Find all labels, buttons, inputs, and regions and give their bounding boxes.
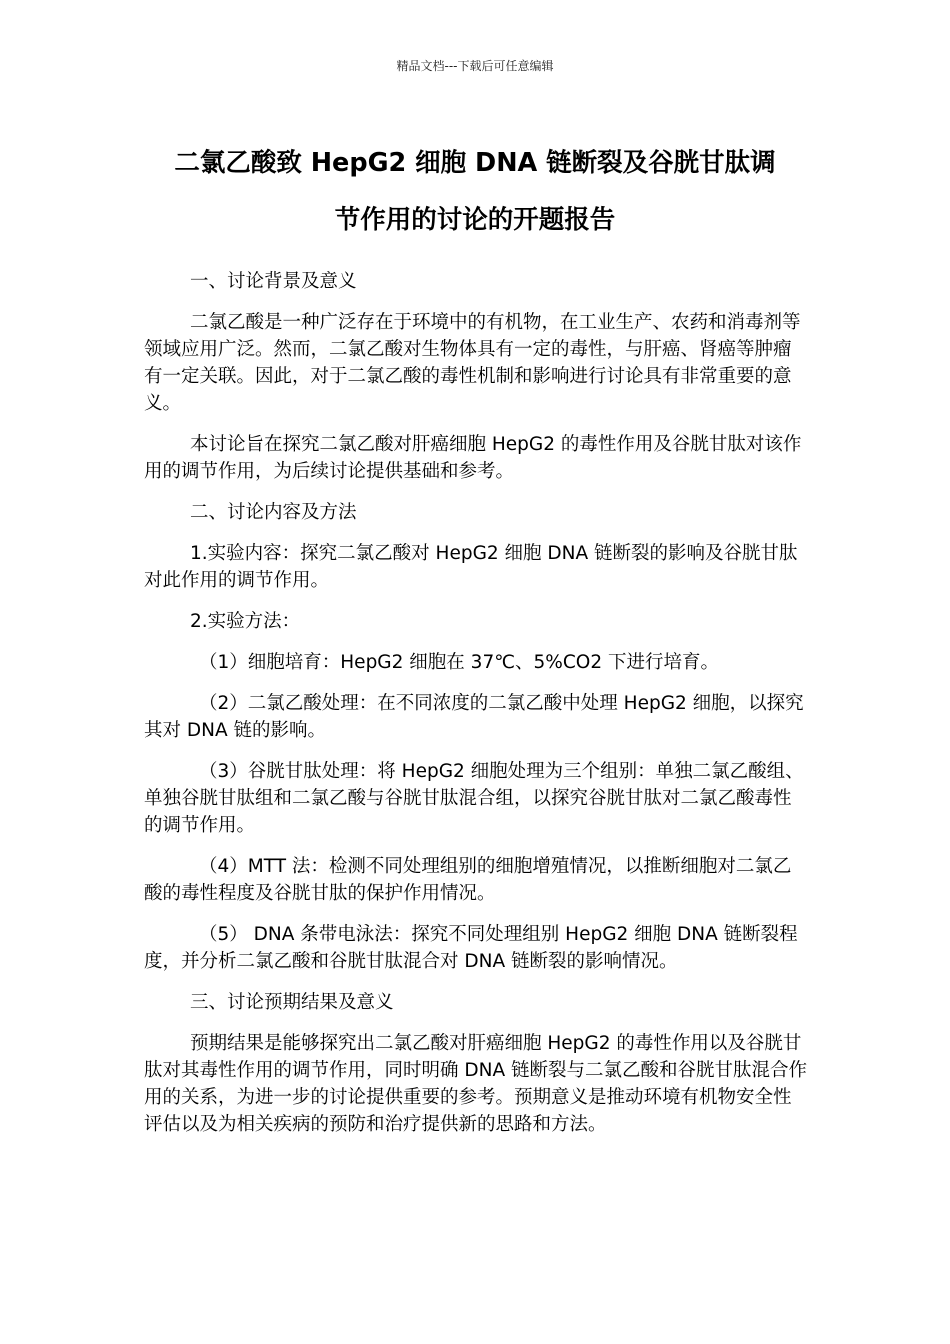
paragraph: 预期结果是能够探究出二氯乙酸对肝癌细胞 HepG2 的毒性作用以及谷胱甘肽对其毒性作用的调节作用，同时明确 DNA 链断裂与二氯乙酸和谷胱甘肽混合作用的关系，为进一步的讨论提供重要的参考。预期意义是推动环境有机物安全性评估以及为相关疾病的预防和治疗提供新的思路和方法。: [144, 1033, 808, 1135]
paragraph: 二氯乙酸是一种广泛存在于环境中的有机物，在工业生产、农药和消毒剂等领域应用广泛。然而，二氯乙酸对生物体具有一定的毒性，与肝癌、肾癌等肿瘤有一定关联。因此，对于二氯乙酸的毒性机制和影响进行讨论具有非常重要的意义。: [144, 312, 801, 414]
paragraph: 本讨论旨在探究二氯乙酸对肝癌细胞 HepG2 的毒性作用及谷胱甘肽对该作用的调节作用，为后续讨论提供基础和参考。: [144, 434, 802, 482]
method-item: （5） DNA 条带电泳法：探究不同处理组别 HepG2 细胞 DNA 链断裂程度，并分析二氯乙酸和谷胱甘肽混合对 DNA 链断裂的影响情况。: [144, 924, 798, 972]
method-item: （4）MTT 法：检测不同处理组别的细胞增殖情况，以推断细胞对二氯乙酸的毒性程度及谷胱甘肽的保护作用情况。: [144, 856, 792, 904]
method-item: （1）细胞培育：HepG2 细胞在 37℃、5%CO2 下进行培育。: [199, 652, 719, 673]
section-heading: 一、讨论背景及意义: [190, 271, 357, 292]
title-line-2: 节作用的讨论的开题报告: [334, 205, 616, 235]
list-item: 1.实验内容：探究二氯乙酸对 HepG2 细胞 DNA 链断裂的影响及谷胱甘肽对此作用的调节作用。: [144, 543, 798, 591]
method-item: （2）二氯乙酸处理：在不同浓度的二氯乙酸中处理 HepG2 细胞，以探究其对 DNA 链的影响。: [144, 693, 804, 741]
method-item: （3）谷胱甘肽处理：将 HepG2 细胞处理为三个组别：单独二氯乙酸组、单独谷胱甘肽组和二氯乙酸与谷胱甘肽混合组，以探究谷胱甘肽对二氯乙酸毒性的调节作用。: [144, 761, 804, 836]
document-body: [144, 268, 808, 1152]
document-title: [130, 135, 820, 249]
list-item: 2.实验方法：: [190, 611, 301, 632]
page-header: 精品文档---下载后可任意编辑: [396, 59, 554, 73]
title-line-1: 二氯乙酸致 HepG2 细胞 DNA 链断裂及谷胱甘肽调: [174, 148, 776, 178]
section-heading: 二、讨论内容及方法: [190, 502, 357, 523]
section-heading: 三、讨论预期结果及意义: [190, 992, 394, 1013]
